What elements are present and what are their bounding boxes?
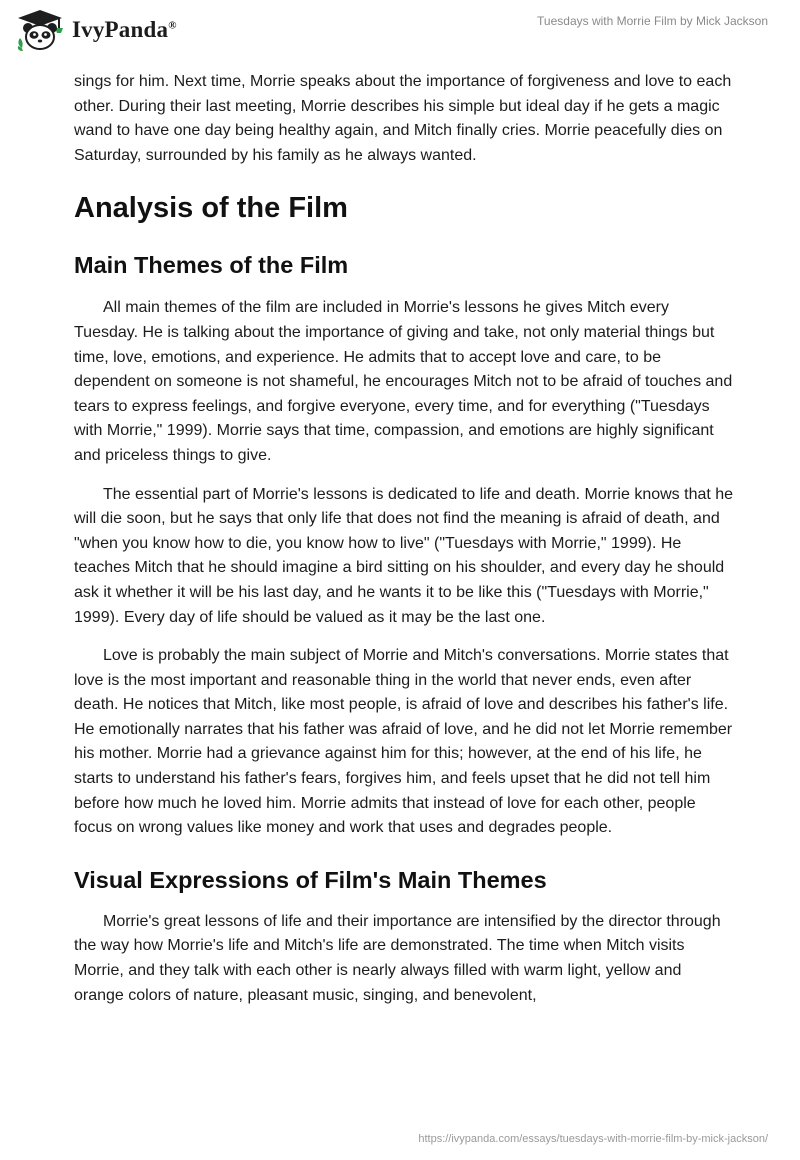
heading-analysis: Analysis of the Film	[74, 192, 348, 225]
logo-text: IvyPanda®	[72, 17, 177, 42]
themes-paragraph: Love is probably the main subject of Morrie and Mitch's conversations. Morrie states that love is the most important and reasonable thing in the world that never ends, even after death. He notices that Mitch, like most people, is afraid of love and describes his father's life. He emotionally narrates that his father was afraid of love, and he did not let Morrie remember his mother. Morrie had a grievance against him for this; however, at the end of his life, he starts to understand his father's fears, forgives him, and feels upset that he did not tell him before how much he loved him. Morrie admits that instead of love for each other, people focus on wrong values like money and work that uses and degrades people.	[74, 647, 733, 837]
visual-paragraph: Morrie's great lessons of life and their importance are intensified by the director through the way how Morrie's life and Mitch's life are demonstrated. The time when Mitch visits Morrie, and they talk with each other is nearly always filled with warm light, yellow and orange colors of nature, pleasant music, singing, and benevolent,	[74, 912, 721, 1004]
page-header	[0, 0, 800, 60]
essay-content	[74, 70, 734, 1008]
panda-logo-icon	[14, 8, 66, 52]
heading-main-themes: Main Themes of the Film	[74, 252, 349, 279]
footer-url[interactable]: https://ivypanda.com/essays/tuesdays-with-morrie-film-by-mick-jackson/	[418, 1133, 768, 1145]
intro-paragraph: sings for him. Next time, Morrie speaks about the importance of forgiveness and love to each other. During their last meeting, Morrie describes his simple but ideal day if he gets a magic wand to have one day being healthy again, and Mitch finally cries. Morrie peacefully dies on Saturday, surrounded by his family as he always wanted.	[74, 73, 732, 164]
ivypanda-logo[interactable]	[14, 8, 177, 52]
themes-paragraph: The essential part of Morrie's lessons is dedicated to life and death. Morrie knows that he will die soon, but he says that only life that does not find the meaning is afraid of death, and "when you know how to die, you know how to live" ("Tuesdays with Morrie," 1999). He teaches Mitch that he should imagine a bird sitting on his shoulder, and every day he should ask it whether it will be his last day, and he wants it to be like this ("Tuesdays with Morrie," 1999). Every day of life should be valued as it may be the last one.	[74, 485, 734, 626]
heading-visual-expressions: Visual Expressions of Film's Main Themes	[74, 866, 547, 893]
themes-paragraph: All main themes of the film are included in Morrie's lessons he gives Mitch every Tuesday. He is talking about the importance of giving and take, not only material things but time, love, emotions, and experience. He admits that to accept love and care, to be dependent on someone is not shameful, he encourages Mitch not to be afraid of touches and tears to express feelings, and forgive everyone, every time, and for everything ("Tuesdays with Morrie," 1999). Morrie says that time, compassion, and emotions are highly significant and priceless things to give.	[74, 299, 733, 464]
document-title: Tuesdays with Morrie Film by Mick Jackson	[537, 14, 768, 28]
